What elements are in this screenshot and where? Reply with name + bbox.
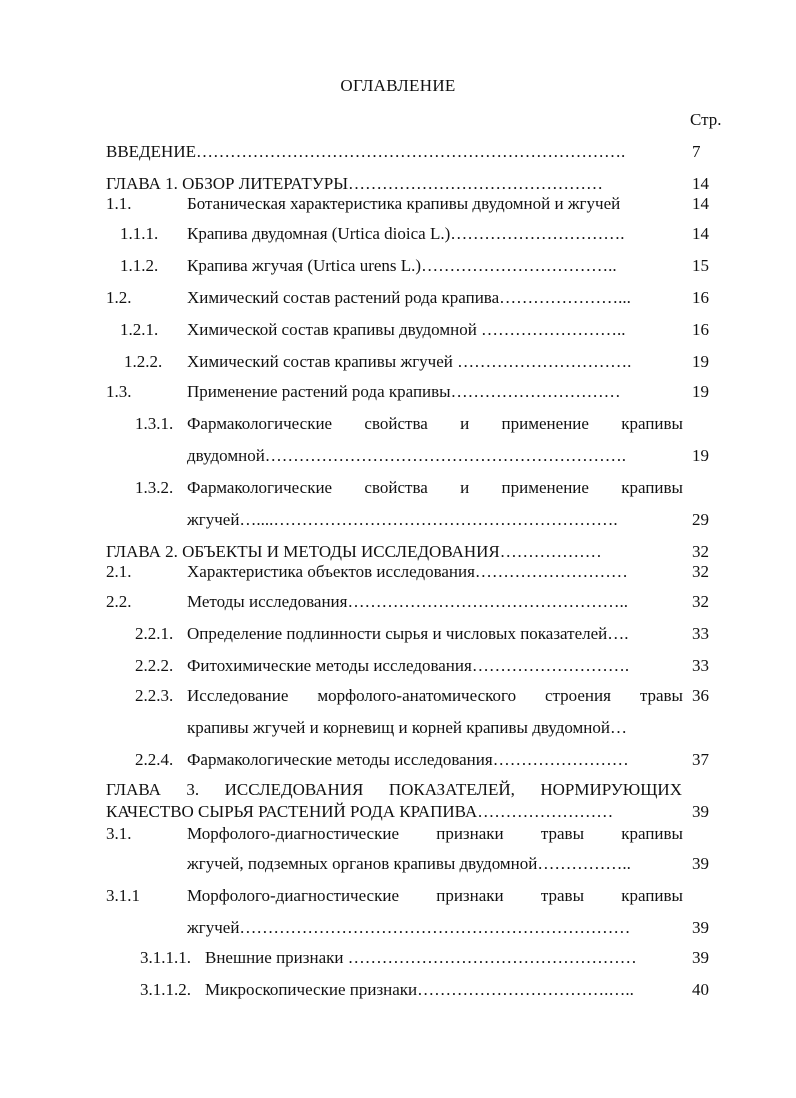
toc-entry-word: Исследование [187,686,289,705]
toc-entry-text: Характеристика объектов исследования……………………… [187,562,628,581]
toc-entry-text: Крапива жгучая (Urtica urens L.)…………………………….. [187,256,617,275]
toc-entry-page: 19 [692,352,709,371]
toc-entry-2-1[interactable] [106,560,696,584]
toc-entry-word: травы [639,686,683,705]
toc-entry-3-1-1-1[interactable] [140,946,685,970]
toc-entry-number: 1.3.2. [135,478,174,497]
toc-entry-page: 37 [692,750,709,769]
toc-entry-number: 1.3. [106,382,132,401]
toc-entry-text: Химический состав растений рода крапива…………………... [187,288,631,307]
toc-entry-number: 2.2.3. [135,686,174,705]
toc-entry-text-cont: КАЧЕСТВО СЫРЬЯ РАСТЕНИЙ РОДА КРАПИВА…………………… [106,802,614,821]
toc-entry-number: 1.2.1. [120,320,159,339]
page-column-header: Стр. [690,110,722,129]
toc-entry-page: 40 [692,980,709,999]
toc-entry-page: 39 [692,918,709,937]
toc-entry-number: 1.1.2. [120,256,159,275]
toc-entry-page: 36 [692,686,709,705]
toc-entry-page: 16 [692,320,709,339]
toc-entry-page: 19 [692,446,709,465]
toc-entry-word: и [460,478,470,497]
toc-entry-word: травы [540,886,585,905]
toc-entry-text: Внешние признаки …………………………………………… [205,948,637,967]
toc-entry-3-1-1-2[interactable] [140,978,685,1002]
toc-entry-number: 1.1.1. [120,224,159,243]
toc-entry-text: ВВЕДЕНИЕ…………………………………………………………………. [106,142,626,161]
toc-entry-1-3[interactable] [106,380,696,404]
toc-entry-page: 32 [692,562,709,581]
toc-entry-2-2-3[interactable] [135,684,685,708]
toc-entry-introduction[interactable] [106,140,696,164]
toc-entry-1-1[interactable] [106,192,696,216]
toc-entry-word: свойства [364,414,428,433]
toc-entry-text-cont: жгучей, подземных органов крапивы двудомной…………….. [187,854,631,873]
toc-entry-word: крапивы [621,824,683,843]
toc-entry-text: Химический состав крапивы жгучей …………………………. [187,352,632,371]
toc-entry-text-cont: крапивы жгучей и корневищ и корней крапивы двудомной… [187,718,627,737]
toc-entry-1-2-1[interactable] [120,318,696,342]
toc-entry-number: 1.2.2. [124,352,163,371]
toc-entry-text: ГЛАВА 1. ОБЗОР ЛИТЕРАТУРЫ……………………………………… [106,174,604,193]
toc-entry-number: 3.1.1.1. [140,948,191,967]
toc-entry-text: Ботаническая характеристика крапивы двудомной и жгучей [187,194,621,213]
toc-entry-word: ГЛАВА [106,780,161,799]
toc-entry-word: Фармакологические [187,478,333,497]
toc-entry-text-cont: двудомной………………………………………………………. [187,446,627,465]
toc-entry-text-cont: жгучей…………………………………………………………… [187,918,631,937]
toc-entry-word: ИССЛЕДОВАНИЯ [224,780,364,799]
toc-entry-text: Химической состав крапивы двудомной …………………….. [187,320,626,339]
toc-entry-number: 2.2.1. [135,624,174,643]
toc-entry-page: 14 [692,224,709,243]
toc-entry-chapter-3[interactable] [106,778,682,802]
toc-entry-page: 33 [692,656,709,675]
toc-entry-1-3-2[interactable] [135,476,685,500]
toc-entry-text: Крапива двудомная (Urtica dioica L.)…………………………. [187,224,625,243]
toc-entry-1-2-2[interactable] [124,350,696,374]
toc-entry-text-cont: жгучей…....……………………………………………………. [187,510,618,529]
toc-entry-word: Морфолого-диагностические [187,886,400,905]
toc-entry-word: признаки [436,886,504,905]
toc-entry-2-2[interactable] [106,590,696,614]
toc-entry-word: и [460,414,470,433]
toc-entry-number: 1.3.1. [135,414,174,433]
toc-entry-word: Морфолого-диагностические [187,824,400,843]
toc-entry-2-2-1[interactable] [135,622,695,646]
toc-title: ОГЛАВЛЕНИЕ [340,76,456,95]
toc-entry-page: 14 [692,174,709,193]
toc-entry-page: 39 [692,854,709,873]
toc-entry-3-1-1[interactable] [106,884,684,908]
toc-entry-text: Методы исследования………………………………………….. [187,592,628,611]
toc-entry-word: признаки [436,824,504,843]
toc-entry-page: 15 [692,256,709,275]
toc-entry-text: Микроскопические признаки…………………………….….. [205,980,634,999]
toc-entry-word: морфолого-анатомического [317,686,517,705]
toc-entry-number: 2.2. [106,592,132,611]
toc-entry-number: 1.1. [106,194,132,213]
toc-entry-word: применение [501,478,589,497]
toc-entry-number: 2.1. [106,562,132,581]
toc-entry-page: 19 [692,382,709,401]
toc-entry-1-2[interactable] [106,286,696,310]
toc-entry-word: строения [544,686,611,705]
toc-entry-word: крапивы [621,478,683,497]
toc-entry-word: крапивы [621,414,683,433]
toc-entry-number: 1.2. [106,288,132,307]
toc-entry-2-2-2[interactable] [135,654,695,678]
toc-entry-1-1-2[interactable] [120,254,696,278]
toc-entry-word: Фармакологические [187,414,333,433]
toc-entry-page: 29 [692,510,709,529]
toc-entry-word: применение [501,414,589,433]
toc-entry-page: 32 [692,542,709,561]
toc-entry-text: Фитохимические методы исследования………………………. [187,656,630,675]
toc-entry-page: 14 [692,194,709,213]
toc-entry-page: 39 [692,802,709,821]
toc-entry-number: 2.2.4. [135,750,174,769]
toc-entry-number: 3.1. [106,824,132,843]
toc-entry-text: Фармакологические методы исследования…………………… [187,750,629,769]
toc-entry-3-1[interactable] [106,822,684,846]
toc-entry-word: свойства [364,478,428,497]
toc-entry-page: 16 [692,288,709,307]
toc-entry-page: 39 [692,948,709,967]
toc-entry-word: крапивы [621,886,683,905]
toc-entry-number: 3.1.1 [106,886,140,905]
toc-entry-word: НОРМИРУЮЩИХ [540,780,682,799]
toc-entry-word: ПОКАЗАТЕЛЕЙ, [388,780,515,799]
toc-entry-text: Определение подлинности сырья и числовых показателей…. [187,624,629,643]
toc-entry-1-1-1[interactable] [120,222,696,246]
toc-entry-1-3-1[interactable] [135,412,685,436]
toc-entry-text: ГЛАВА 2. ОБЪЕКТЫ И МЕТОДЫ ИССЛЕДОВАНИЯ……………… [106,542,602,561]
toc-entry-word: 3. [186,780,200,799]
toc-entry-word: травы [540,824,585,843]
toc-entry-number: 3.1.1.2. [140,980,191,999]
toc-entry-page: 33 [692,624,709,643]
toc-entry-page: 7 [692,142,701,161]
toc-entry-text: Применение растений рода крапивы………………………… [187,382,621,401]
toc-entry-page: 32 [692,592,709,611]
toc-entry-number: 2.2.2. [135,656,174,675]
toc-entry-2-2-4[interactable] [135,748,695,772]
